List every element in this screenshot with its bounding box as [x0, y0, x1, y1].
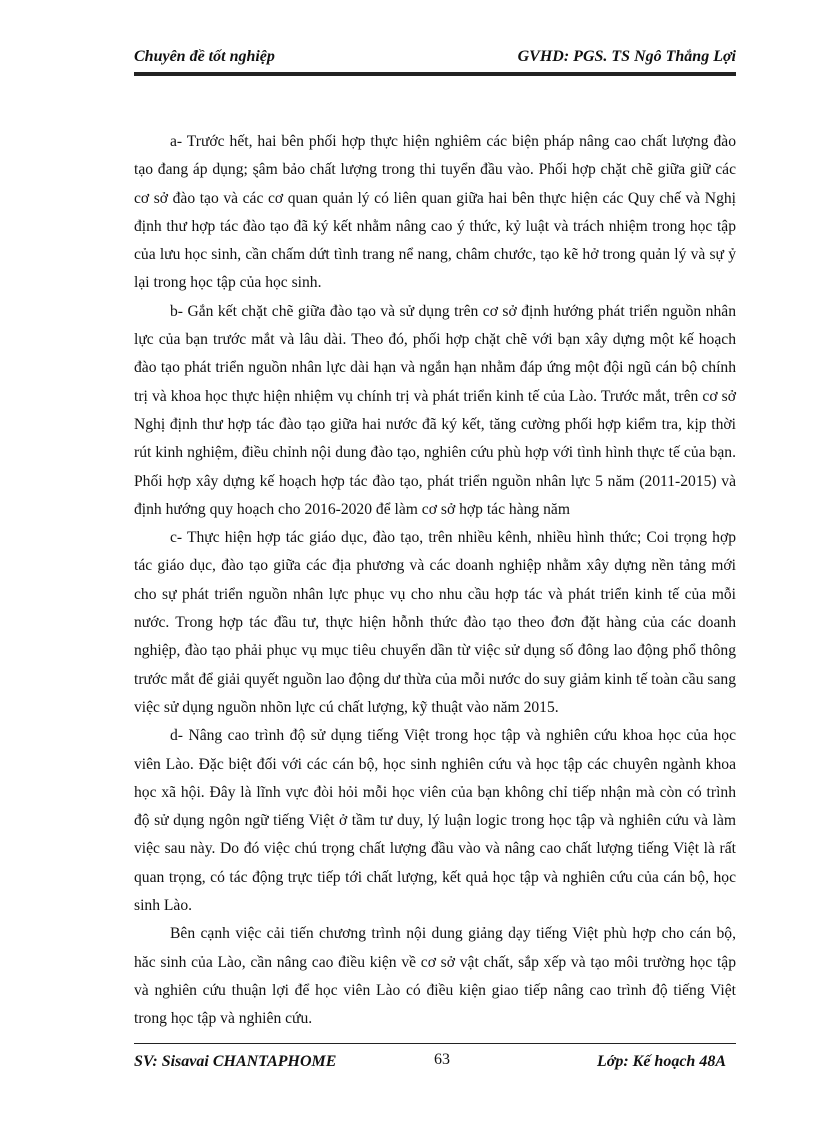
footer-student: SV: Sisavai CHANTAPHOME: [134, 1053, 337, 1070]
paragraph-b: b- Gắn kết chặt chẽ giữa đào tạo và sử dụng trên cơ sở định hướng phát triển nguồn nhân lực của bạn trước mắt và lâu dài. Theo đó, phối hợp chặt chẽ với bạn xây dựng một kế hoạch đào tạo phát triển nguồn nhân lực dài hạn và ngắn hạn nhằm đáp ứng một đội ngũ cán bộ chính trị và khoa học thực hiện nhiệm vụ chính trị và phát triển kinh tế của Lào. Trước mắt, trên cơ sở Nghị định thư hợp tác đào tạo giữa hai nước đã ký kết, tăng cường phối hợp kiểm tra, kịp thời rút kinh nghiệm, điều chỉnh nội dung đào tạo, nghiên cứu phù hợp với tình hình thực tế của bạn. Phối hợp xây dựng kế hoạch hợp tác đào tạo, phát triển nguồn nhân lực 5 năm (2011-2015) và định hướng quy hoạch cho 2016-2020 để làm cơ sở hợp tác hàng năm: [134, 302, 736, 518]
page-header: [134, 48, 736, 74]
footer-class: Lớp: Kế hoạch 48A: [596, 1053, 726, 1070]
paragraph-a: a- Trước hết, hai bên phối hợp thực hiện nghiêm các biện pháp nâng cao chất lượng đào tạo đang áp dụng; ȿâm bảo chất lượng trong thi tuyển đầu vào. Phối hợp chặt chẽ giữa giữ các cơ sở đào tạo và các cơ quan quản lý có liên quan giữa hai bên thực hiện các Quy chế và Nghị định thư hợp tác đào tạo đã ký kết nhằm nâng cao ý thức, kỷ luật và trách nhiệm trong học tập của lưu học sinh, cần chấm dứt tình trang nể nang, châm chước, tạo kẽ hở trong quản lý và sự ỷ lại trong học tập của học sinh.: [134, 133, 736, 292]
paragraph-conclusion: Bên cạnh việc cải tiến chương trình nội dung giảng dạy tiếng Việt phù hợp cho cán bộ, hăc sinh của Lào, cần nâng cao điều kiện về cơ sở vật chất, sắp xếp và tạo môi trường học tập và nghiên cứu thuận lợi để học viên Lào có điều kiện giao tiếp nâng cao trình độ tiếng Việt trong học tập và nghiên cứu.: [134, 925, 736, 1028]
footer-divider: [134, 1043, 736, 1044]
page-footer: [134, 1043, 736, 1075]
header-divider: [134, 72, 736, 76]
header-title: Chuyên đề tốt nghiệp: [134, 48, 275, 65]
header-advisor: GVHD: PGS. TS Ngô Thắng Lợi: [517, 48, 736, 65]
paragraph-c: c- Thực hiện hợp tác giáo dục, đào tạo, trên nhiều kênh, nhiều hình thức; Coi trọng hợp tác giáo dục, đào tạo giữa các địa phương và các doanh nghiệp nhằm xây dựng nền tảng mới cho sự phát triển nguồn nhân lực phục vụ cho nhu cầu hợp tác và phát triển kinh tế của mỗi nước. Trong hợp tác đầu tư, thực hiện hỗnh thức đào tạo theo đơn đặt hàng của các doanh nghiệp, đào tạo phải phục vụ mục tiêu chuyển dần từ việc sử dụng số đông lao động phổ thông trước mắt để giải quyết nguồn lao động dư thừa của mỗi nước do suy giảm kinh tế toàn cầu sang việc sử dụng nguồn nhõn lực cú chất lượng, kỹ thuật vào năm 2015.: [134, 529, 737, 716]
page-number: 63: [434, 1051, 450, 1068]
paragraph-d: d- Nâng cao trình độ sử dụng tiếng Việt trong học tập và nghiên cứu khoa học của học viên Lào. Đặc biệt đối với các cán bộ, học sinh nghiên cứu và học tập các chuyên ngành khoa học xã hội. Đây là lĩnh vực đòi hỏi mỗi học viên của bạn không chỉ tiếp nhận mà còn có trình độ sử dụng ngôn ngữ tiếng Việt ở tầm tư duy, lý luận logic trong học tập và nghiên cứu và làm việc sau này. Do đó việc chú trọng chất lượng đầu vào và nâng cao chất lượng tiếng Việt là rất quan trọng, có tác động trực tiếp tới chất lượng, kết quả học tập và nghiên cứu của cán bộ, học sinh Lào.: [134, 727, 736, 915]
document-body: [134, 128, 736, 1034]
